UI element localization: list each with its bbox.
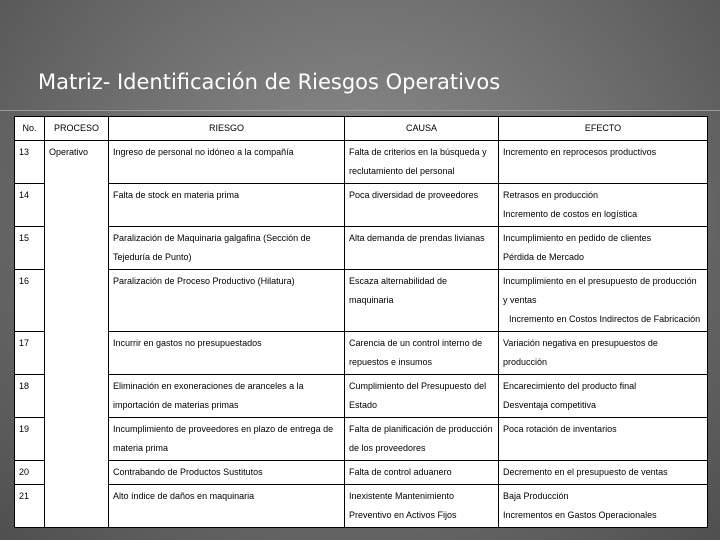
efecto-cell xyxy=(499,461,708,485)
riesgo-cell: Paralización de Proceso Productivo (Hilatura) xyxy=(109,270,345,332)
efecto-line: Incumplimiento en el presupuesto de producción y ventas xyxy=(503,276,697,305)
riesgo-cell: Alto índice de daños en maquinaria xyxy=(109,485,345,528)
causa-cell: Poca diversidad de proveedores xyxy=(345,184,499,227)
efecto-line: Retrasos en producción xyxy=(503,190,599,200)
table-row xyxy=(15,184,708,227)
row-number: 18 xyxy=(15,375,45,418)
row-number: 13 xyxy=(15,141,45,184)
row-number: 16 xyxy=(15,270,45,332)
table-row xyxy=(15,332,708,375)
row-number: 20 xyxy=(15,461,45,485)
efecto-line: Pérdida de Mercado xyxy=(503,252,585,262)
efecto-cell xyxy=(499,270,708,332)
efecto-cell xyxy=(499,418,708,461)
efecto-cell xyxy=(499,227,708,270)
table-row xyxy=(15,141,708,184)
efecto-line: Encarecimiento del producto final xyxy=(503,381,637,391)
header-no: No. xyxy=(15,117,45,141)
efecto-line: Incremento en reprocesos productivos xyxy=(503,147,657,157)
riesgo-cell: Incurrir en gastos no presupuestados xyxy=(109,332,345,375)
riesgo-cell: Contrabando de Productos Sustitutos xyxy=(109,461,345,485)
efecto-line: Incremento de costos en logística xyxy=(503,209,638,219)
riesgo-cell: Falta de stock en materia prima xyxy=(109,184,345,227)
row-number: 15 xyxy=(15,227,45,270)
causa-cell: Falta de planificación de producción de los proveedores xyxy=(345,418,499,461)
table-row xyxy=(15,418,708,461)
row-number: 21 xyxy=(15,485,45,528)
title-divider xyxy=(0,110,720,111)
efecto-cell xyxy=(499,375,708,418)
table-row xyxy=(15,485,708,528)
table-row xyxy=(15,227,708,270)
header-causa: CAUSA xyxy=(345,117,499,141)
table-row xyxy=(15,461,708,485)
header-row xyxy=(15,117,708,141)
causa-cell: Falta de control aduanero xyxy=(345,461,499,485)
header-efecto: EFECTO xyxy=(499,117,708,141)
header-riesgo: RIESGO xyxy=(109,117,345,141)
efecto-cell xyxy=(499,485,708,528)
riesgo-cell: Paralización de Maquinaria galgafina (Sección de Tejeduría de Punto) xyxy=(109,227,345,270)
table-row xyxy=(15,270,708,332)
slide-title: Matriz- Identificación de Riesgos Operativos xyxy=(38,70,501,94)
causa-cell: Escaza alternabilidad de maquinaria xyxy=(345,270,499,332)
table-row xyxy=(15,375,708,418)
causa-cell: Cumplimiento del Presupuesto del Estado xyxy=(345,375,499,418)
riesgo-cell: Eliminación en exoneraciones de aranceles a la importación de materias primas xyxy=(109,375,345,418)
risk-matrix-table xyxy=(14,116,708,528)
efecto-cell xyxy=(499,184,708,227)
efecto-line: Incumplimiento en pedido de clientes xyxy=(503,233,652,243)
efecto-cell xyxy=(499,141,708,184)
causa-cell: Inexistente Mantenimiento Preventivo en Activos Fijos xyxy=(345,485,499,528)
process-cell: Operativo xyxy=(45,141,109,528)
causa-cell: Falta de criterios en la búsqueda y reclutamiento del personal xyxy=(345,141,499,184)
efecto-line: Incremento en Costos Indirectos de Fabricación xyxy=(509,314,701,324)
efecto-cell xyxy=(499,332,708,375)
header-proceso: PROCESO xyxy=(45,117,109,141)
causa-cell: Carencia de un control interno de repuestos e insumos xyxy=(345,332,499,375)
row-number: 17 xyxy=(15,332,45,375)
efecto-line: Variación negativa en presupuestos de producción xyxy=(503,338,658,367)
efecto-line: Incrementos en Gastos Operacionales xyxy=(503,510,657,520)
riesgo-cell: Incumplimiento de proveedores en plazo de entrega de materia prima xyxy=(109,418,345,461)
riesgo-cell: Ingreso de personal no idóneo a la compañía xyxy=(109,141,345,184)
efecto-line: Desventaja competitiva xyxy=(503,400,597,410)
efecto-line: Decremento en el presupuesto de ventas xyxy=(503,467,668,477)
causa-cell: Alta demanda de prendas livianas xyxy=(345,227,499,270)
row-number: 19 xyxy=(15,418,45,461)
efecto-line: Baja Producción xyxy=(503,491,569,501)
row-number: 14 xyxy=(15,184,45,227)
efecto-line: Poca rotación de inventarios xyxy=(503,424,617,434)
